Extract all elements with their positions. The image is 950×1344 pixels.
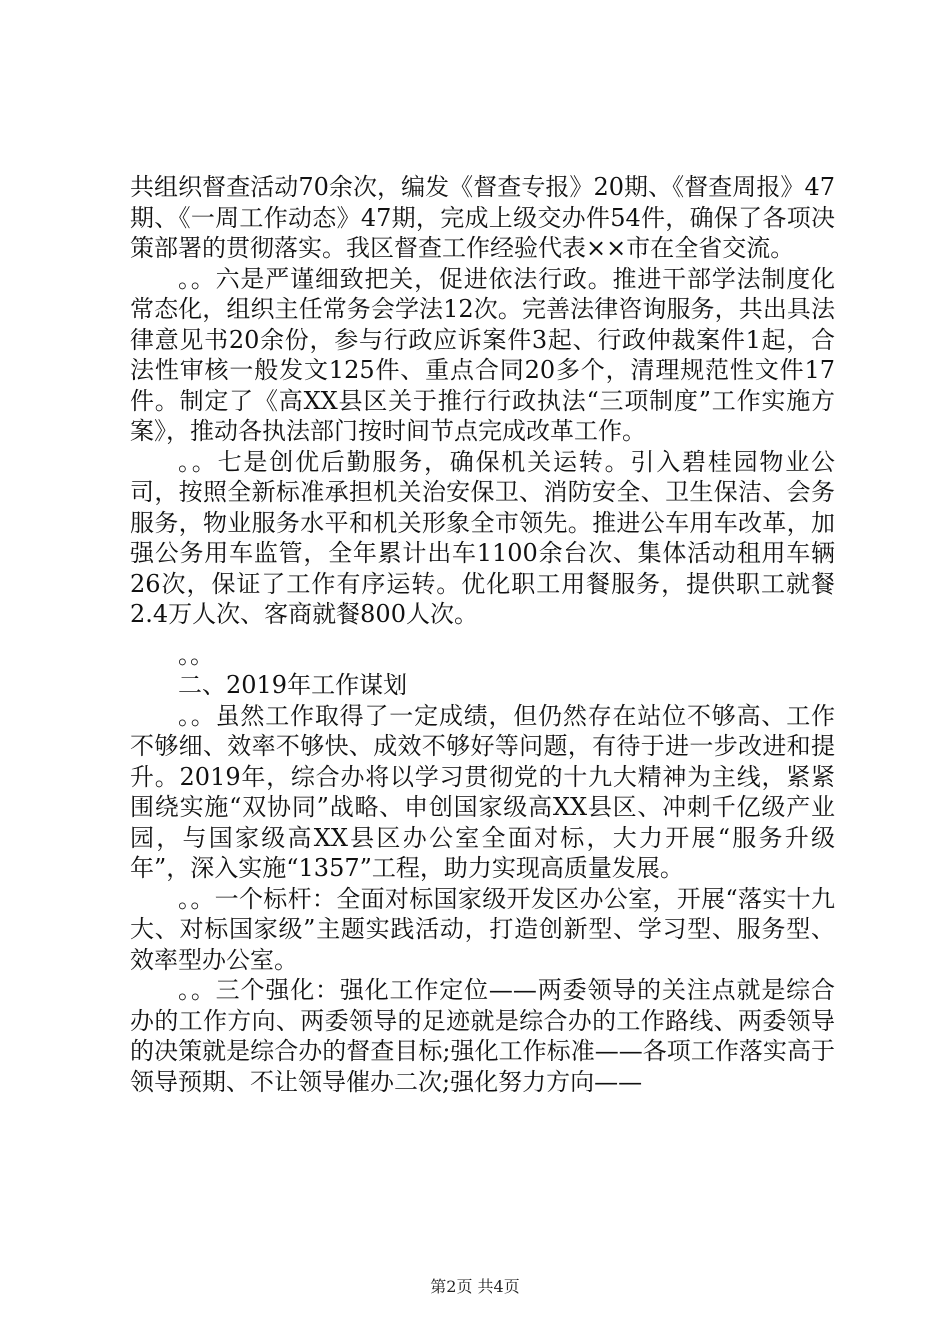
paragraph-6: 。。一个标杆：全面对标国家级开发区办公室，开展“落实十九大、对标国家级”主题实践活动，打造创新型、学习型、服务型、效率型办公室。 [130, 884, 835, 974]
paragraph-2: 。。六是严谨细致把关，促进依法行政。推进干部学法制度化常态化，组织主任常务会学法12次。完善法律咨询服务，共出具法律意见书20余份，参与行政应诉案件3起、行政仲裁案件1起，合法性审核一般发文125件、重点合同20多个，清理规范性文件17件。制定了《高XX县区关于推行行政执法“三项制度”工作实施方案》，推动各执法部门按时间节点完成改革工作。 [130, 264, 835, 445]
paragraph-5: 。。虽然工作取得了一定成绩，但仍然存在站位不够高、工作不够细、效率不够快、成效不够好等问题，有待于进一步改进和提升。2019年，综合办将以学习贯彻党的十九大精神为主线，紧紧围绕实施“双协同”战略、申创国家级高XX县区、冲刺千亿级产业园，与国家级高XX县区办公室全面对标，大力开展“服务升级年”，深入实施“1357”工程，助力实现高质量发展。 [130, 701, 835, 882]
paragraph-7: 。。三个强化：强化工作定位——两委领导的关注点就是综合办的工作方向、两委领导的足迹就是综合办的工作路线、两委领导的决策就是综合办的督查目标;强化工作标准——各项工作落实高于领导预期、不让领导催办二次;强化努力方向—— [130, 976, 835, 1096]
section-heading: 二、2019年工作谋划 [178, 671, 408, 699]
page-footer: 第2页 共4页 [430, 1277, 520, 1296]
paragraph-4: 。。 [178, 640, 214, 669]
paragraph-1: 共组织督查活动70余次，编发《督查专报》20期、《督查周报》47期、《一周工作动态》47期，完成上级交办件54件，确保了各项决策部署的贯彻落实。我区督查工作经验代表××市在全省交流。 [130, 173, 835, 262]
document-body [130, 172, 835, 1097]
paragraph-3: 。。七是创优后勤服务，确保机关运转。引入碧桂园物业公司，按照全新标准承担机关治安保卫、消防安全、卫生保洁、会务服务，物业服务水平和机关形象全市领先。推进公车用车改革，加强公务用车监管，全年累计出车1100余台次、集体活动租用车辆26次，保证了工作有序运转。优化职工用餐服务，提供职工就餐2.4万人次、客商就餐800人次。 [130, 447, 835, 628]
